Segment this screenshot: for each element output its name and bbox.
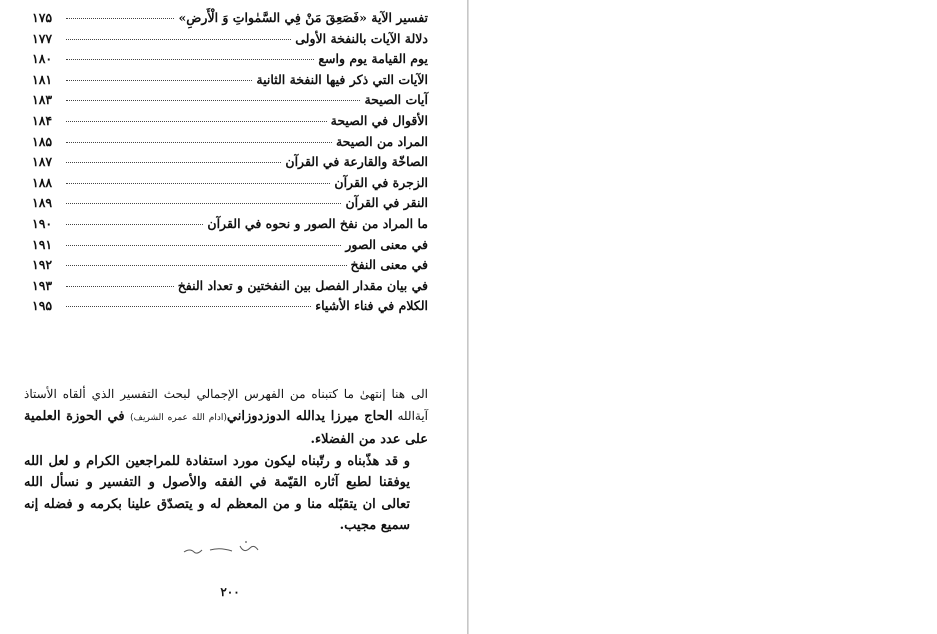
toc-entry-page: ۱۸۴ [32,112,53,128]
toc-entry [32,10,428,31]
page-number: ۲۰۰ [220,585,240,599]
toc-entry [32,134,428,155]
toc-entry-page: ۱۸۰ [32,51,53,67]
toc-dot-leader [66,224,203,225]
toc-entry-title: في بيان مقدار الفصل بين النفختين و تعداد النفخ [177,277,428,293]
toc-entry-title: دلالة الآيات بالنفخة الأولى [295,30,428,46]
toc-dot-leader [66,245,341,246]
toc-entry-title: يوم القيامة يوم واسع [318,51,428,67]
teacher-honorific: (ادام الله عمره الشريف) [130,412,227,423]
toc-entry-title: الزجرة في القرآن [334,174,428,190]
toc-entry-page: ۱۸۵ [32,133,53,149]
toc-entry-page: ۱۹۰ [32,215,53,231]
toc-entry-title: الأقوال في الصيحة [330,112,428,128]
toc-entry-page: ۱۹۳ [32,277,53,293]
toc-dot-leader [66,80,252,81]
toc-entry-title: الآيات التي ذكر فيها النفخة الثانية [256,71,428,87]
toc-entry [32,51,428,72]
toc-entry-page: ۱۸۹ [32,195,53,211]
table-of-contents [32,10,428,319]
toc-entry-title: في معنى الصور [345,236,428,252]
toc-dot-leader [66,203,341,204]
toc-dot-leader [66,18,174,19]
toc-entry-page: ۱۷۷ [32,30,53,46]
toc-entry-page: ۱۹۲ [32,257,53,273]
toc-entry [32,298,428,319]
toc-entry [32,154,428,175]
handwritten-signature [180,536,270,560]
toc-entry-title: الصاخّة والقارعة في القرآن [285,154,428,170]
toc-entry [32,278,428,299]
left-page [0,0,467,634]
closing-line-2: في الحوزة العلمية على عدد من الفضلاء. [24,408,428,447]
toc-entry-title: تفسير الآية «فَصَعِقَ مَنْ فِي السَّمٰواتِ وَ الْأَرضِ» [178,10,428,25]
toc-dot-leader [66,121,327,122]
toc-entry [32,237,428,258]
toc-entry [32,72,428,93]
toc-entry-page: ۱۸۷ [32,154,53,170]
toc-entry-title: آيات الصيحة [364,92,428,108]
toc-entry-title: النقر في القرآن [345,195,428,211]
toc-entry [32,113,428,134]
toc-entry-title: الكلام في فناء الأشياء [315,298,428,314]
toc-entry-page: ۱۹۱ [32,236,53,252]
toc-entry-title: ما المراد من نفخ الصور و نحوه في القرآن [207,215,428,231]
toc-dot-leader [66,59,314,60]
toc-dot-leader [66,142,332,143]
toc-entry-page: ۱۷۵ [32,10,53,25]
toc-entry-page: ۱۸۸ [32,174,53,190]
toc-entry-page: ۱۸۳ [32,92,53,108]
closing-note [24,384,428,537]
toc-dot-leader [66,183,330,184]
toc-entry-page: ۱۸۱ [32,71,53,87]
toc-entry [32,257,428,278]
toc-dot-leader [66,162,281,163]
toc-dot-leader [66,286,174,287]
right-page-blank [469,0,937,634]
toc-dot-leader [66,306,311,307]
toc-dot-leader [66,265,347,266]
toc-entry-page: ۱۹۵ [32,298,53,314]
toc-entry [32,216,428,237]
teacher-name: الحاج ميرزا يدالله الدوزدوزاني [226,408,393,424]
toc-dot-leader [66,100,360,101]
closing-paragraph-2: و قد هذّبناه و رتّبناه ليكون مورد استفادة للمراجعين الكرام و لعل الله يوفقنا لطبع آثاره القيّمة في الفقه والأصول و التفسير و نسأل الله تعالى ان يتقبّله منا و من المعظم له و يتصدّق علينا بكرمه و فضله إنه سميع مجيب. [24,453,410,533]
closing-paragraph-1 [24,384,428,451]
toc-entry-title: المراد من الصيحة [335,133,428,149]
toc-entry [32,195,428,216]
toc-entry [32,175,428,196]
toc-entry-title: في معنى النفخ [350,257,428,273]
toc-dot-leader [66,39,291,40]
closing-line-1: الى هنا إنتهىٰ ما كتبناه من الفهرس الإجمالي لبحث التفسير الذي ألقاه الأستاذ آيةالله [24,387,429,423]
toc-entry [32,31,428,52]
toc-entry [32,92,428,113]
